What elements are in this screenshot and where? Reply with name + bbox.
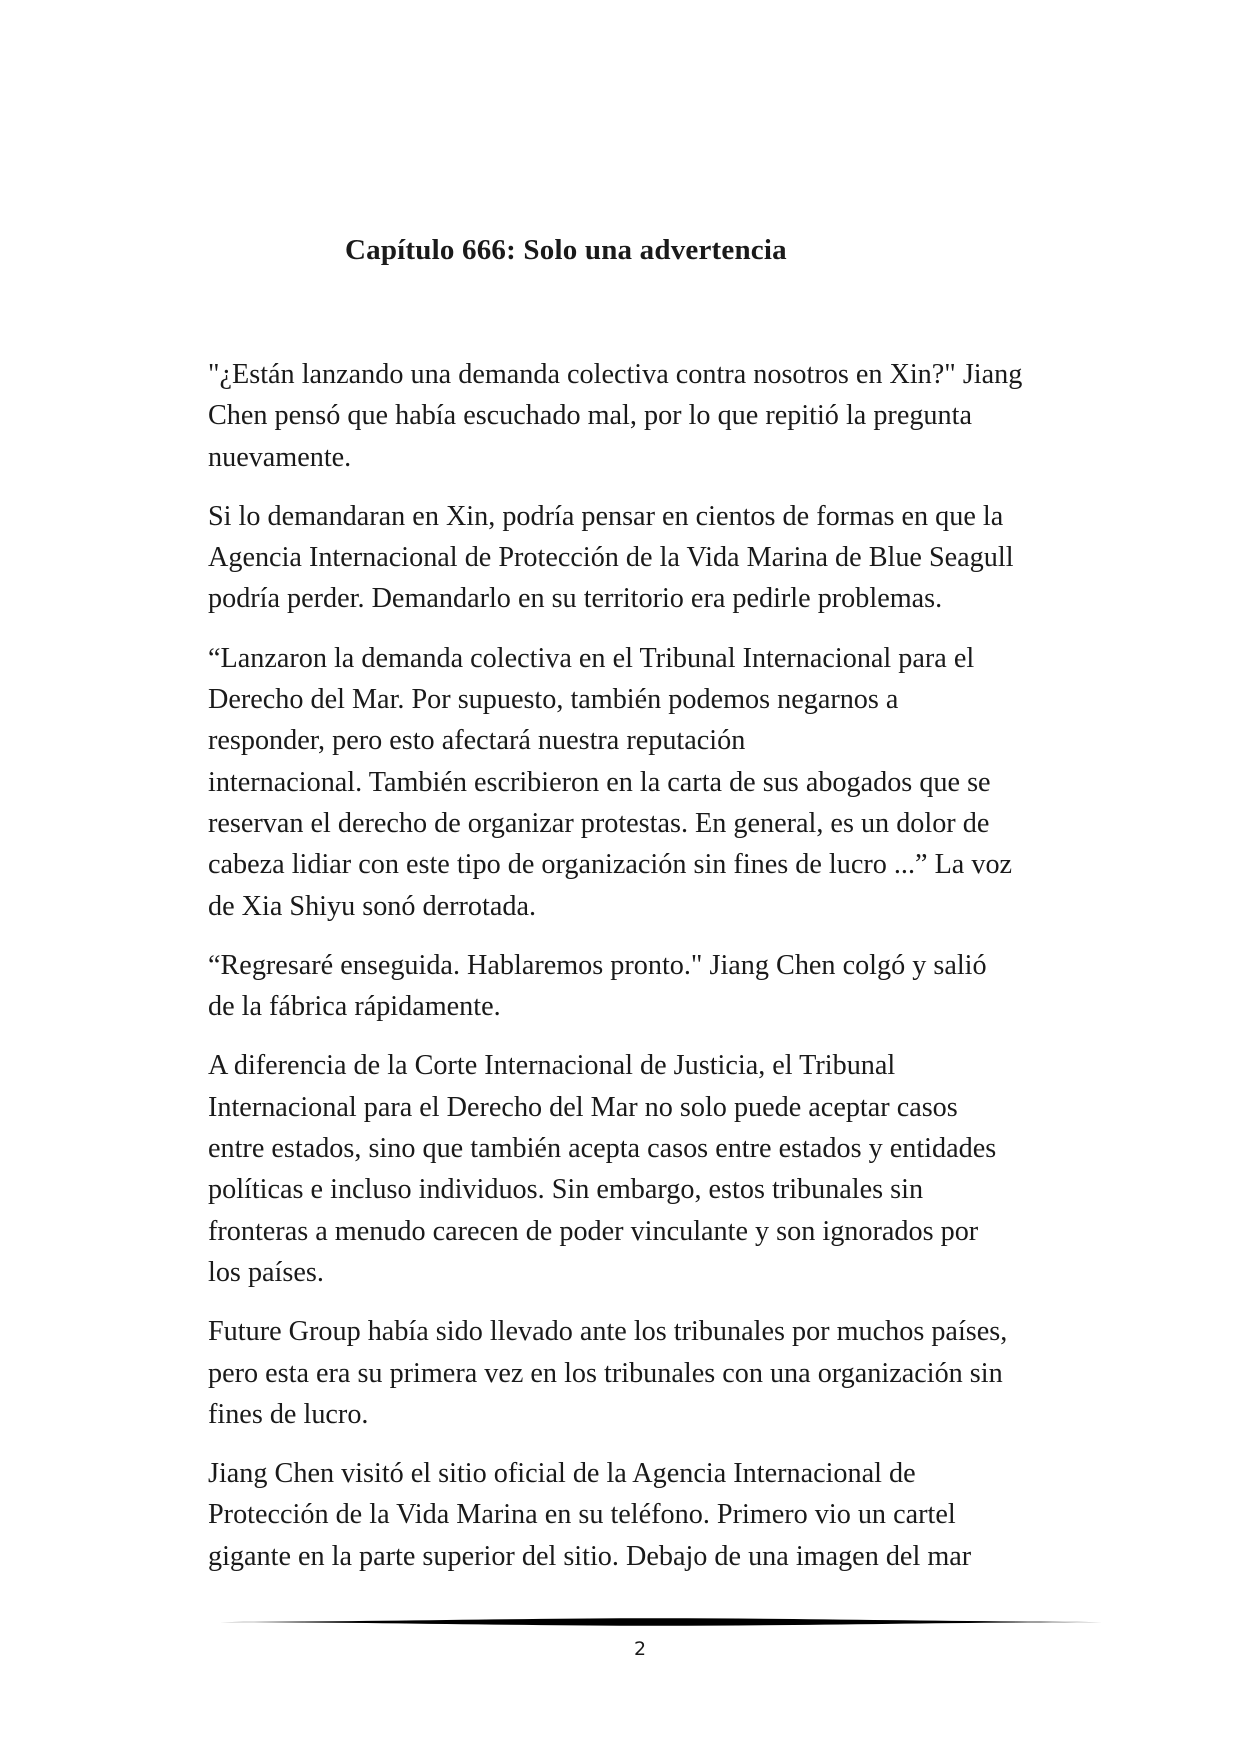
- paragraph: [208, 1311, 1083, 1435]
- paragraph: [208, 945, 1083, 1028]
- text-line: Si lo demandaran en Xin, podría pensar en cientos de formas en que la: [208, 500, 1004, 532]
- paragraph: [208, 1045, 1083, 1293]
- text-line: reservan el derecho de organizar protestas. En general, es un dolor de: [208, 807, 990, 839]
- chapter-title: Capítulo 666: Solo una advertencia: [345, 234, 787, 266]
- text-line: Future Group había sido llevado ante los tribunales por muchos países,: [208, 1316, 1008, 1348]
- text-line: "¿Están lanzando una demanda colectiva contra nosotros en Xin?" Jiang: [208, 359, 1023, 390]
- text-line: cabeza lidiar con este tipo de organización sin fines de lucro ...” La voz: [208, 849, 1013, 881]
- text-line: entre estados, sino que también acepta casos entre estados y entidades: [208, 1133, 997, 1165]
- text-line: Agencia Internacional de Protección de la Vida Marina de Blue Seagull: [208, 542, 1014, 574]
- text-line: responder, pero esto afectará nuestra reputación: [208, 725, 746, 757]
- text-line: Protección de la Vida Marina en su teléfono. Primero vio un cartel: [208, 1499, 956, 1531]
- paragraph: [208, 1453, 1083, 1577]
- text-line: Internacional para el Derecho del Mar no solo puede aceptar casos: [208, 1091, 958, 1123]
- text-line: los países.: [208, 1256, 324, 1288]
- text-line: fines de lucro.: [208, 1398, 369, 1430]
- text-line: Derecho del Mar. Por supuesto, también podemos negarnos a: [208, 684, 899, 716]
- text-line: A diferencia de la Corte Internacional de Justicia, el Tribunal: [208, 1050, 896, 1082]
- text-line: internacional. También escribieron en la carta de sus abogados que se: [208, 766, 991, 798]
- text-line: gigante en la parte superior del sitio. Debajo de una imagen del mar: [208, 1540, 972, 1572]
- text-line: podría perder. Demandarlo en su territorio era pedirle problemas.: [208, 583, 943, 615]
- text-line: “Regresaré enseguida. Hablaremos pronto." Jiang Chen colgó y salió: [208, 949, 987, 981]
- text-line: de la fábrica rápidamente.: [208, 991, 501, 1023]
- text-line: Jiang Chen visitó el sitio oficial de la Agencia Internacional de: [208, 1458, 916, 1490]
- footer-rule: [208, 1618, 1115, 1626]
- paragraph: [208, 638, 1083, 927]
- text-line: políticas e incluso individuos. Sin embargo, estos tribunales sin: [208, 1174, 924, 1206]
- text-line: Chen pensó que había escuchado mal, por lo que repitió la pregunta: [208, 400, 972, 432]
- text-line: de Xia Shiyu sonó derrotada.: [208, 890, 536, 922]
- text-line: pero esta era su primera vez en los tribunales con una organización sin: [208, 1357, 1003, 1389]
- text-line: nuevamente.: [208, 441, 352, 473]
- paragraph: [208, 354, 1083, 478]
- paragraph: [208, 496, 1083, 620]
- body-text: [208, 354, 1083, 1595]
- text-line: fronteras a menudo carecen de poder vinculante y son ignorados por: [208, 1215, 979, 1247]
- page-number: 2: [633, 1638, 647, 1660]
- text-line: “Lanzaron la demanda colectiva en el Tribunal Internacional para el: [208, 642, 975, 674]
